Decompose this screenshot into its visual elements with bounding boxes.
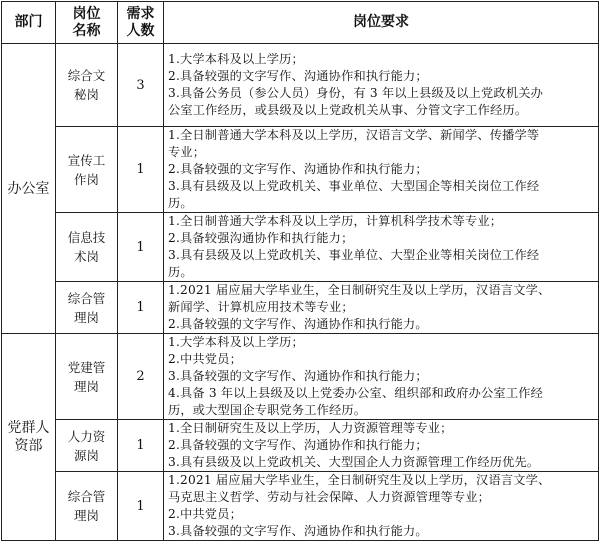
headcount-cell: 3 bbox=[118, 44, 164, 127]
requirement-line: 1.2021 届应届大学毕业生，全日制研究生及以上学历，汉语言文学、 bbox=[168, 283, 551, 297]
requirement-line: 2.中共党员； bbox=[168, 352, 242, 366]
table-row bbox=[2, 472, 599, 541]
table-row bbox=[2, 213, 599, 282]
requirement-line: 专业； bbox=[168, 145, 206, 159]
requirement-line: 3.具有县级及以上党政机关、大型国企人力资源管理工作经历优先。 bbox=[168, 455, 540, 469]
headcount-cell: 2 bbox=[118, 334, 164, 420]
header-row bbox=[2, 2, 599, 44]
header-count-line: 人数 bbox=[126, 22, 155, 39]
requirement-line: 2.具备较强沟通协作和执行能力； bbox=[168, 231, 354, 245]
position-name-cell bbox=[56, 127, 118, 213]
position-name-line: 作岗 bbox=[73, 171, 99, 187]
headcount-cell: 1 bbox=[118, 420, 164, 472]
requirement-line: 1.全日制普通大学本科及以上学历，汉语言文学、新闻学、传播学等 bbox=[168, 128, 540, 142]
requirement-line: 3.具备公务员（参公人员）身份，有 3 年以上县级及以上党政机关办 bbox=[168, 86, 543, 100]
table-row bbox=[2, 334, 599, 420]
recruitment-table bbox=[1, 1, 599, 541]
position-name-line: 信息技 bbox=[67, 230, 106, 245]
position-name-line: 人力资 bbox=[67, 428, 106, 444]
requirement-line: 2.具备较强的文字写作、沟通协作和执行能力； bbox=[168, 162, 428, 176]
position-name-line: 综合管 bbox=[67, 290, 106, 306]
header-requirements: 岗位要求 bbox=[164, 2, 599, 44]
position-name-line: 理岗 bbox=[73, 309, 99, 325]
department-cell bbox=[2, 334, 56, 541]
requirement-line: 2.具备较强的文字写作、沟通协作和执行能力； bbox=[168, 438, 428, 452]
position-name-cell bbox=[56, 334, 118, 420]
requirement-line: 历，或大型国企专职党务工作经历。 bbox=[168, 403, 367, 417]
requirements-cell bbox=[164, 127, 599, 213]
requirement-line: 马克思主义哲学、劳动与社会保障、人力资源管理等专业； bbox=[168, 490, 491, 504]
department-name-line: 党群人 bbox=[7, 420, 50, 436]
requirement-line: 2.具备较强的文字写作、沟通协作和执行能力。 bbox=[168, 317, 428, 331]
requirement-line: 新闻学、计算机应用技术等专业； bbox=[168, 300, 354, 314]
table-row bbox=[2, 127, 599, 213]
position-name-line: 源岗 bbox=[73, 447, 99, 463]
requirement-line: 2.中共党员； bbox=[168, 507, 242, 521]
requirement-line: 3.具备较强的文字写作、沟通协作和执行能力。 bbox=[168, 524, 428, 538]
department-name-line: 资部 bbox=[14, 438, 43, 454]
headcount-cell: 1 bbox=[118, 127, 164, 213]
requirement-line: 历。 bbox=[168, 196, 193, 210]
requirement-line: 4.具备 3 年以上县级及以上党委办公室、组织部和政府办公室工作经 bbox=[168, 386, 543, 400]
position-name-line: 综合文 bbox=[67, 68, 106, 83]
position-name-line: 党建管 bbox=[67, 359, 106, 375]
headcount-cell: 1 bbox=[118, 472, 164, 541]
requirement-line: 1.2021 届应届大学毕业生，全日制研究生及以上学历，汉语言文学、 bbox=[168, 473, 551, 487]
position-name-cell bbox=[56, 472, 118, 541]
requirement-line: 公室工作经历，或县级及以上党政机关从事、分管文字工作经历。 bbox=[168, 103, 528, 117]
position-name-line: 理岗 bbox=[73, 378, 99, 394]
requirement-line: 1.大学本科及以上学历； bbox=[168, 52, 304, 66]
header-position bbox=[56, 2, 118, 44]
header-position-line: 名称 bbox=[72, 22, 101, 39]
requirement-line: 3.具有县级及以上党政机关、事业单位、大型企业等相关岗位工作经 bbox=[168, 248, 540, 262]
header-count bbox=[118, 2, 164, 44]
position-name-cell bbox=[56, 420, 118, 472]
requirements-cell bbox=[164, 334, 599, 420]
position-name-line: 理岗 bbox=[73, 508, 99, 523]
requirements-cell bbox=[164, 282, 599, 334]
table-row bbox=[2, 282, 599, 334]
headcount-cell: 1 bbox=[118, 213, 164, 282]
requirements-cell bbox=[164, 213, 599, 282]
requirement-line: 历。 bbox=[168, 265, 193, 279]
position-name-line: 术岗 bbox=[73, 249, 99, 264]
department-cell bbox=[2, 44, 56, 334]
position-name-line: 宣传工 bbox=[67, 152, 106, 168]
requirements-cell bbox=[164, 420, 599, 472]
requirement-line: 3.具备较强的文字写作、沟通协作和执行能力； bbox=[168, 369, 428, 383]
recruitment-table-container bbox=[1, 1, 599, 541]
header-count-line: 需求 bbox=[126, 5, 155, 22]
requirement-line: 1.全日制普通大学本科及以上学历，计算机科学技术等专业； bbox=[168, 214, 503, 228]
department-name-line: 办公室 bbox=[7, 180, 50, 197]
header-position-line: 岗位 bbox=[72, 5, 101, 22]
position-name-cell bbox=[56, 44, 118, 127]
position-name-cell bbox=[56, 213, 118, 282]
table-body bbox=[2, 44, 599, 541]
position-name-cell bbox=[56, 282, 118, 334]
table-row bbox=[2, 44, 599, 127]
position-name-line: 秘岗 bbox=[73, 87, 99, 102]
requirement-line: 1.全日制研究生及以上学历，人力资源管理等专业； bbox=[168, 421, 453, 435]
position-name-line: 综合管 bbox=[67, 489, 106, 504]
requirements-cell bbox=[164, 472, 599, 541]
requirement-line: 3.具有县级及以上党政机关、事业单位、大型国企等相关岗位工作经 bbox=[168, 179, 540, 193]
requirements-cell bbox=[164, 44, 599, 127]
table-row bbox=[2, 420, 599, 472]
requirement-line: 1.大学本科及以上学历； bbox=[168, 335, 304, 349]
headcount-cell: 1 bbox=[118, 282, 164, 334]
requirement-line: 2.具备较强的文字写作、沟通协作和执行能力； bbox=[168, 69, 428, 83]
header-dept: 部门 bbox=[2, 2, 56, 44]
